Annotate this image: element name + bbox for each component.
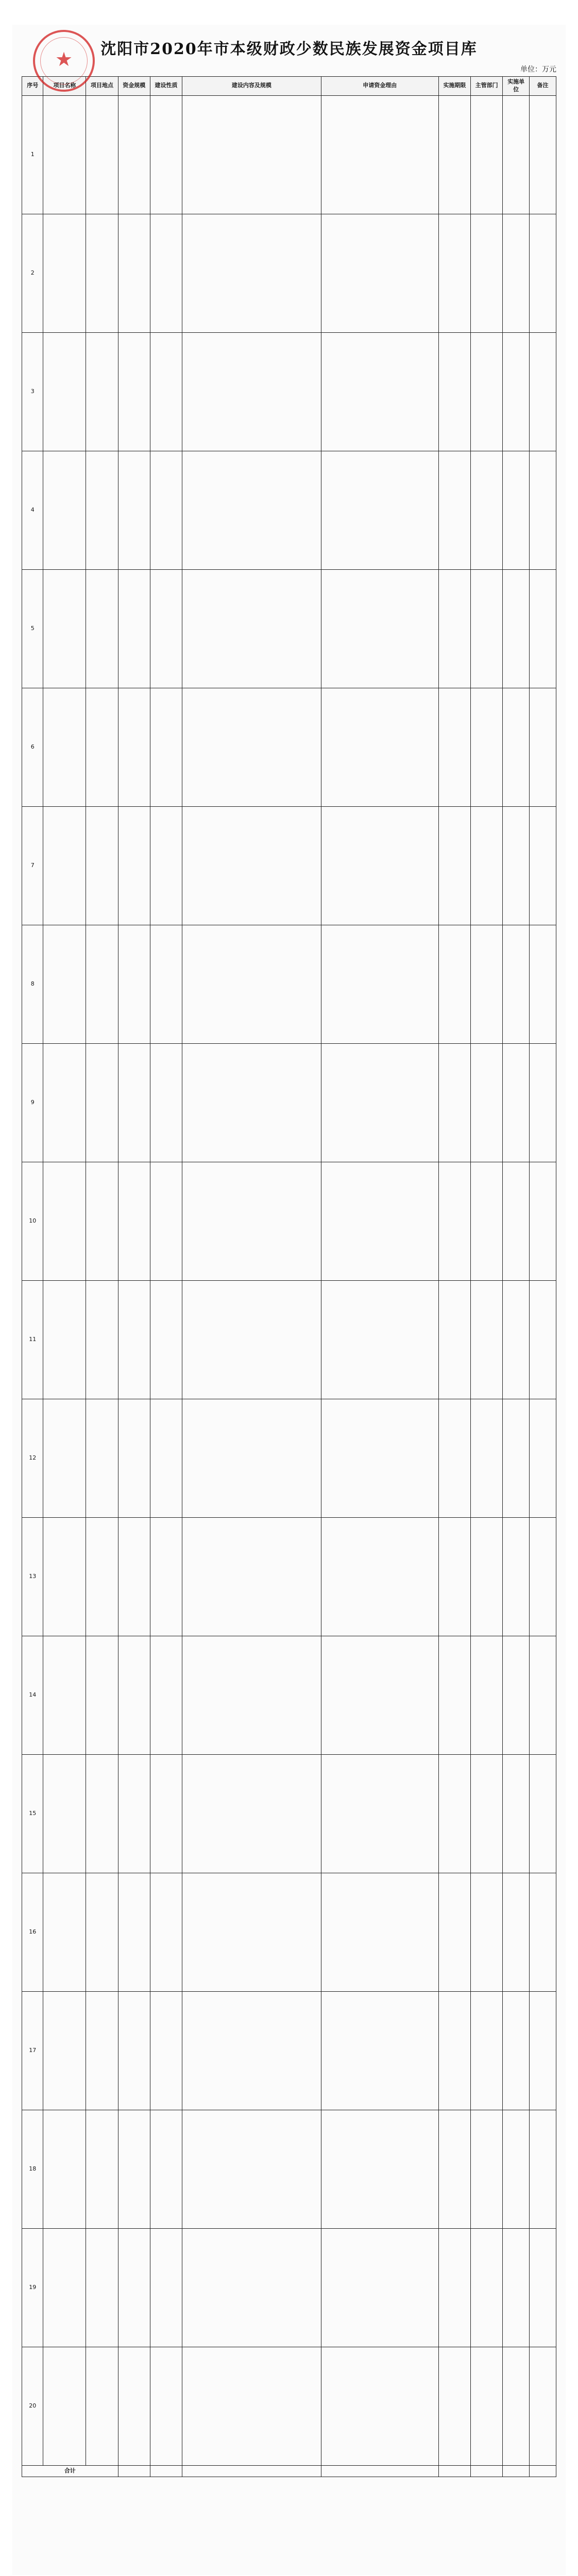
- table-cell: [86, 1636, 118, 1754]
- table-cell: [471, 1873, 503, 1991]
- table-cell: [438, 1162, 470, 1280]
- table-cell: [503, 1280, 530, 1399]
- table-cell: [503, 332, 530, 451]
- table-cell: [150, 332, 182, 451]
- table-cell: [118, 806, 150, 925]
- table-cell: [86, 1873, 118, 1991]
- table-cell: [438, 1636, 470, 1754]
- table-cell: [43, 1991, 86, 2110]
- table-cell: [118, 1517, 150, 1636]
- table-cell: [530, 925, 556, 1043]
- table-cell: [43, 806, 86, 925]
- table-cell: [43, 688, 86, 806]
- table-cell: 17: [22, 1991, 43, 2110]
- table-cell: [321, 1873, 438, 1991]
- table-cell: [530, 214, 556, 332]
- table-cell: [43, 2347, 86, 2465]
- table-cell: [321, 451, 438, 569]
- table-cell: [321, 806, 438, 925]
- table-cell: [530, 1280, 556, 1399]
- table-cell: [530, 95, 556, 214]
- table-cell: [150, 925, 182, 1043]
- table-cell: [530, 569, 556, 688]
- table-cell: [438, 451, 470, 569]
- table-cell: [86, 1162, 118, 1280]
- table-cell: [43, 569, 86, 688]
- table-row: [22, 1873, 556, 1991]
- table-cell: [530, 1517, 556, 1636]
- table-cell: [118, 95, 150, 214]
- table-cell: [321, 332, 438, 451]
- table-cell: [503, 1991, 530, 2110]
- table-cell: [86, 2347, 118, 2465]
- table-cell: [321, 2347, 438, 2465]
- table-cell: [182, 1991, 321, 2110]
- table-cell: [530, 1162, 556, 1280]
- table-cell: [150, 451, 182, 569]
- table-cell: [471, 688, 503, 806]
- table-cell: [118, 2110, 150, 2228]
- table-cell: [86, 451, 118, 569]
- table-cell: [43, 2110, 86, 2228]
- table-cell: [86, 95, 118, 214]
- table-row: [22, 214, 556, 332]
- table-cell: [471, 1043, 503, 1162]
- table-row: [22, 1162, 556, 1280]
- table-cell: 9: [22, 1043, 43, 1162]
- table-cell: [503, 95, 530, 214]
- table-cell: [471, 1991, 503, 2110]
- table-cell: [43, 1162, 86, 1280]
- table-cell: [43, 214, 86, 332]
- total-cell: [471, 2465, 503, 2477]
- table-cell: [321, 1991, 438, 2110]
- table-cell: 5: [22, 569, 43, 688]
- table-cell: [321, 688, 438, 806]
- table-cell: [182, 2347, 321, 2465]
- table-cell: [471, 451, 503, 569]
- table-cell: [86, 214, 118, 332]
- table-row: [22, 95, 556, 214]
- table-cell: [438, 214, 470, 332]
- table-cell: [530, 451, 556, 569]
- table-cell: [503, 688, 530, 806]
- table-cell: [150, 1162, 182, 1280]
- table-cell: [118, 1043, 150, 1162]
- table-cell: [438, 688, 470, 806]
- table-cell: [150, 1991, 182, 2110]
- total-label: 合计: [22, 2465, 118, 2477]
- table-cell: [182, 1873, 321, 1991]
- table-cell: [530, 2228, 556, 2347]
- table-cell: [86, 1754, 118, 1873]
- column-header: 实施期限: [438, 77, 470, 96]
- table-cell: [503, 569, 530, 688]
- table-cell: [321, 2110, 438, 2228]
- table-cell: [471, 1162, 503, 1280]
- table-cell: [503, 1754, 530, 1873]
- table-cell: [118, 1280, 150, 1399]
- table-row: [22, 1991, 556, 2110]
- table-cell: [150, 2228, 182, 2347]
- table-cell: [86, 688, 118, 806]
- table-cell: [43, 2228, 86, 2347]
- table-cell: [150, 569, 182, 688]
- table-cell: [182, 1043, 321, 1162]
- table-cell: [503, 1399, 530, 1517]
- table-cell: [471, 569, 503, 688]
- table-cell: 15: [22, 1754, 43, 1873]
- table-row: [22, 925, 556, 1043]
- table-cell: [86, 332, 118, 451]
- table-cell: [182, 925, 321, 1043]
- table-cell: [503, 2228, 530, 2347]
- star-seal-icon: [33, 30, 95, 92]
- table-cell: [321, 2228, 438, 2347]
- table-cell: [471, 214, 503, 332]
- table-cell: [438, 925, 470, 1043]
- section-municipal: [12, 25, 566, 2575]
- table-cell: [438, 2110, 470, 2228]
- table-cell: [438, 1991, 470, 2110]
- table-cell: 19: [22, 2228, 43, 2347]
- total-row: [22, 2465, 556, 2477]
- table-cell: [438, 1399, 470, 1517]
- table-cell: [150, 1399, 182, 1517]
- table-cell: [86, 569, 118, 688]
- table-cell: [86, 2228, 118, 2347]
- table-cell: [530, 806, 556, 925]
- table-cell: [182, 451, 321, 569]
- table-cell: [182, 1162, 321, 1280]
- total-cell: [530, 2465, 556, 2477]
- table-cell: [118, 1636, 150, 1754]
- table-cell: [438, 1043, 470, 1162]
- table-cell: [471, 95, 503, 214]
- table-cell: [530, 1636, 556, 1754]
- table-cell: [530, 1873, 556, 1991]
- table-cell: [118, 1873, 150, 1991]
- table-cell: [471, 1280, 503, 1399]
- table-cell: [438, 1280, 470, 1399]
- table-cell: [86, 806, 118, 925]
- table-cell: [118, 214, 150, 332]
- table-cell: [530, 1399, 556, 1517]
- table-row: [22, 2347, 556, 2465]
- table-cell: [321, 214, 438, 332]
- table-cell: [530, 688, 556, 806]
- table-cell: 10: [22, 1162, 43, 1280]
- column-header: 项目地点: [86, 77, 118, 96]
- table-cell: [321, 925, 438, 1043]
- table-cell: [471, 2347, 503, 2465]
- table-cell: [438, 569, 470, 688]
- table-cell: [530, 1754, 556, 1873]
- table-cell: [86, 1517, 118, 1636]
- table-cell: [150, 2110, 182, 2228]
- table-cell: [150, 1517, 182, 1636]
- table-cell: [118, 1162, 150, 1280]
- table-cell: [471, 925, 503, 1043]
- project-table: [22, 76, 556, 2477]
- table-cell: [530, 332, 556, 451]
- table-cell: 13: [22, 1517, 43, 1636]
- table-cell: [182, 214, 321, 332]
- table-row: [22, 1280, 556, 1399]
- total-cell: [150, 2465, 182, 2477]
- table-cell: [471, 332, 503, 451]
- table-cell: [150, 1754, 182, 1873]
- table-cell: [503, 1162, 530, 1280]
- table-cell: [471, 1636, 503, 1754]
- table-cell: [150, 1280, 182, 1399]
- table-cell: [471, 1754, 503, 1873]
- table-cell: [471, 1399, 503, 1517]
- table-cell: [150, 2347, 182, 2465]
- table-cell: [321, 1517, 438, 1636]
- table-cell: [321, 1754, 438, 1873]
- table-cell: [503, 2347, 530, 2465]
- table-cell: [43, 1754, 86, 1873]
- table-cell: [503, 1636, 530, 1754]
- table-cell: [182, 688, 321, 806]
- column-header: 申请资金理由: [321, 77, 438, 96]
- table-cell: [43, 1873, 86, 1991]
- table-row: [22, 688, 556, 806]
- column-header: 资金规模: [118, 77, 150, 96]
- table-cell: 1: [22, 95, 43, 214]
- table-header-row: [22, 77, 556, 96]
- table-cell: [182, 332, 321, 451]
- table-cell: [503, 214, 530, 332]
- total-cell: [321, 2465, 438, 2477]
- table-cell: [471, 2228, 503, 2347]
- table-cell: [321, 569, 438, 688]
- table-cell: 18: [22, 2110, 43, 2228]
- table-row: [22, 1636, 556, 1754]
- table-cell: [43, 1280, 86, 1399]
- page-title: 沈阳市2020年市本级财政少数民族发展资金项目库: [100, 40, 478, 58]
- table-cell: [182, 806, 321, 925]
- table-cell: [530, 2347, 556, 2465]
- table-cell: [118, 332, 150, 451]
- table-cell: 12: [22, 1399, 43, 1517]
- table-cell: [471, 2110, 503, 2228]
- table-cell: [150, 806, 182, 925]
- table-row: [22, 332, 556, 451]
- table-cell: [118, 1754, 150, 1873]
- table-cell: [438, 1517, 470, 1636]
- table-cell: 7: [22, 806, 43, 925]
- table-cell: [321, 1280, 438, 1399]
- table-cell: [321, 1636, 438, 1754]
- table-cell: 16: [22, 1873, 43, 1991]
- table-cell: 3: [22, 332, 43, 451]
- table-cell: [182, 95, 321, 214]
- table-row: [22, 806, 556, 925]
- table-cell: [438, 806, 470, 925]
- total-cell: [182, 2465, 321, 2477]
- column-header: 序号: [22, 77, 43, 96]
- table-cell: [118, 451, 150, 569]
- table-cell: [150, 95, 182, 214]
- table-cell: [86, 1399, 118, 1517]
- total-cell: [118, 2465, 150, 2477]
- table-cell: [150, 1043, 182, 1162]
- total-cell: [503, 2465, 530, 2477]
- table-cell: [86, 925, 118, 1043]
- table-cell: [118, 2347, 150, 2465]
- table-cell: [118, 688, 150, 806]
- table-cell: [43, 332, 86, 451]
- table-cell: [503, 2110, 530, 2228]
- table-cell: [503, 806, 530, 925]
- table-cell: [182, 1399, 321, 1517]
- table-cell: [530, 1043, 556, 1162]
- table-cell: [503, 1517, 530, 1636]
- table-cell: [182, 1517, 321, 1636]
- table-row: [22, 1399, 556, 1517]
- column-header: 备注: [530, 77, 556, 96]
- table-cell: [150, 688, 182, 806]
- table-cell: [150, 1873, 182, 1991]
- table-cell: [86, 1280, 118, 1399]
- table-cell: [321, 1043, 438, 1162]
- table-cell: [321, 1162, 438, 1280]
- table-row: [22, 1043, 556, 1162]
- table-cell: [503, 1043, 530, 1162]
- table-cell: 14: [22, 1636, 43, 1754]
- table-cell: [118, 569, 150, 688]
- table-cell: [438, 2228, 470, 2347]
- table-cell: [471, 1517, 503, 1636]
- table-row: [22, 2110, 556, 2228]
- table-cell: [530, 2110, 556, 2228]
- table-cell: [150, 1636, 182, 1754]
- table-cell: [118, 2228, 150, 2347]
- table-cell: [43, 925, 86, 1043]
- table-cell: [182, 2110, 321, 2228]
- unit-note: 单位：万元: [520, 65, 556, 74]
- total-cell: [438, 2465, 470, 2477]
- table-cell: [438, 332, 470, 451]
- table-cell: 6: [22, 688, 43, 806]
- table-cell: [321, 1399, 438, 1517]
- table-row: [22, 2228, 556, 2347]
- table-cell: [118, 1399, 150, 1517]
- table-cell: [438, 2347, 470, 2465]
- table-cell: [182, 1754, 321, 1873]
- table-cell: [182, 569, 321, 688]
- table-cell: [43, 451, 86, 569]
- seal-star: ★: [55, 48, 73, 71]
- table-row: [22, 1517, 556, 1636]
- table-cell: [86, 1043, 118, 1162]
- table-cell: [182, 1280, 321, 1399]
- table-cell: [43, 1043, 86, 1162]
- column-header: 主管部门: [471, 77, 503, 96]
- column-header: 建设内容及规模: [182, 77, 321, 96]
- table-cell: [471, 806, 503, 925]
- table-cell: 8: [22, 925, 43, 1043]
- table-cell: [43, 1399, 86, 1517]
- table-cell: [43, 95, 86, 214]
- table-cell: [438, 1873, 470, 1991]
- table-cell: 4: [22, 451, 43, 569]
- table-cell: [438, 95, 470, 214]
- column-header: 实施单位: [503, 77, 530, 96]
- table-cell: 20: [22, 2347, 43, 2465]
- table-cell: [118, 925, 150, 1043]
- table-cell: 11: [22, 1280, 43, 1399]
- table-cell: [182, 2228, 321, 2347]
- table-cell: 2: [22, 214, 43, 332]
- table-row: [22, 451, 556, 569]
- table-cell: [86, 2110, 118, 2228]
- table-cell: [503, 925, 530, 1043]
- table-cell: [530, 1991, 556, 2110]
- table-cell: [321, 95, 438, 214]
- table-cell: [43, 1517, 86, 1636]
- table-cell: [118, 1991, 150, 2110]
- table-cell: [438, 1754, 470, 1873]
- column-header: 项目名称: [43, 77, 86, 96]
- table-cell: [182, 1636, 321, 1754]
- table-cell: [503, 1873, 530, 1991]
- table-cell: [43, 1636, 86, 1754]
- table-cell: [503, 451, 530, 569]
- column-header: 建设性质: [150, 77, 182, 96]
- table-row: [22, 569, 556, 688]
- table-cell: [150, 214, 182, 332]
- table-row: [22, 1754, 556, 1873]
- table-cell: [86, 1991, 118, 2110]
